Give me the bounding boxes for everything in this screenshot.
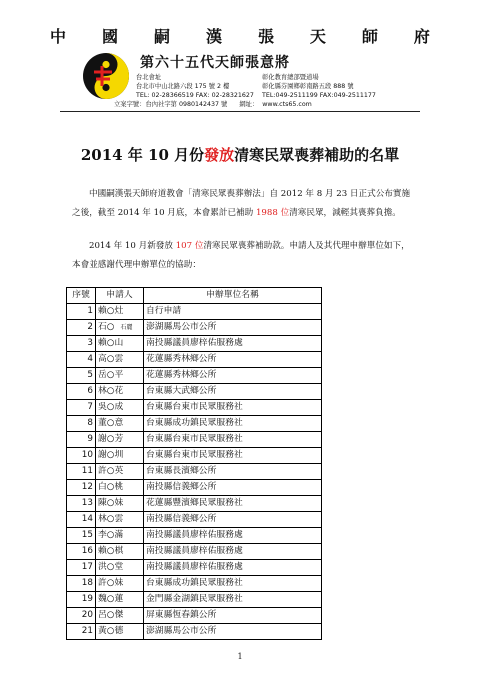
applicant-name: 魏○蓮	[98, 594, 124, 604]
table-row	[67, 496, 322, 512]
applicant-cell	[96, 512, 144, 528]
table-row	[67, 368, 322, 384]
row-number: 8	[67, 416, 96, 432]
applicant-name: 賴○灶	[98, 306, 124, 316]
title-part: 清寒民眾喪葬補助的名單	[234, 146, 400, 164]
address-line: 台北市中山北路六段 175 號 2 樓	[136, 83, 230, 90]
row-number: 2	[67, 320, 96, 336]
applicant-name: 洪○堂	[98, 562, 124, 572]
column-header-number: 序號	[67, 288, 96, 304]
applicant-cell	[96, 400, 144, 416]
row-number: 12	[67, 480, 96, 496]
applicant-name: 呂○傑	[98, 610, 124, 620]
monthly-count: 107 位	[175, 241, 204, 251]
address-line: 彰化縣芬園鄉彰南路五段 888 號	[262, 83, 354, 90]
table-row	[67, 480, 322, 496]
applicant-name: 賴○山	[98, 338, 124, 348]
website-link[interactable]: www.cts65.com	[262, 101, 312, 108]
row-number: 10	[67, 448, 96, 464]
applicant-name: 黃○德	[98, 626, 124, 636]
table-row	[67, 384, 322, 400]
applicant-cell	[96, 576, 144, 592]
table-row	[67, 560, 322, 576]
table-row	[67, 352, 322, 368]
title-part: 2014 年 10 月份	[80, 146, 205, 164]
cumulative-count: 1988 位	[255, 207, 290, 218]
org-char: 府	[413, 27, 430, 46]
unit-cell: 澎湖縣馬公市公所	[144, 624, 322, 640]
applicant-cell	[96, 608, 144, 624]
applicant-name: 賴○棋	[98, 546, 124, 556]
website-label: 網址：	[239, 101, 259, 108]
unit-cell: 台東縣台東市民眾服務社	[144, 400, 322, 416]
column-header-applicant: 申請人	[96, 288, 144, 304]
table-header-row	[67, 288, 322, 304]
unit-cell: 金門縣金湖鎮民眾服務社	[144, 592, 322, 608]
applicant-name: 謝○芳	[98, 434, 124, 444]
applicant-cell	[96, 320, 144, 336]
row-number: 18	[67, 576, 96, 592]
row-number: 3	[67, 336, 96, 352]
row-number: 14	[67, 512, 96, 528]
org-char: 中	[50, 27, 67, 46]
unit-cell: 南投縣信義鄉公所	[144, 512, 322, 528]
page-number: 1	[237, 652, 243, 661]
applicant-cell	[96, 352, 144, 368]
row-number: 11	[67, 464, 96, 480]
document-title	[0, 144, 480, 165]
changhua-address-block	[262, 73, 376, 100]
table-row	[67, 624, 322, 640]
table-row	[67, 464, 322, 480]
organization-title	[50, 24, 430, 47]
table-row	[67, 448, 322, 464]
applicant-cell	[96, 368, 144, 384]
unit-cell: 南投縣議員廖梓佑服務處	[144, 336, 322, 352]
row-number: 21	[67, 624, 96, 640]
applicant-cell	[96, 432, 144, 448]
row-number: 20	[67, 608, 96, 624]
unit-cell: 屏東縣恆春鎮公所	[144, 608, 322, 624]
applicant-cell	[96, 592, 144, 608]
org-char: 天	[309, 27, 326, 46]
applicant-name: 白○桃	[98, 482, 124, 492]
paragraph-text: 清寒民眾喪葬補助款。申請人及其代理申辦單位如下，本會並感謝代理申辦單位的協助：	[72, 241, 410, 270]
applicant-name: 林○雲	[98, 514, 124, 524]
row-number: 19	[67, 592, 96, 608]
applicant-name: 李○滿	[98, 530, 124, 540]
unit-cell: 台東縣長濱鄉公所	[144, 464, 322, 480]
applicant-cell	[96, 560, 144, 576]
unit-cell: 澎湖縣馬公市公所	[144, 320, 322, 336]
address-line: 台北會址	[136, 74, 162, 81]
taipei-address-block	[136, 73, 254, 100]
table-row	[67, 512, 322, 528]
applicant-cell	[96, 464, 144, 480]
unit-cell: 台東縣成功鎮民眾服務社	[144, 576, 322, 592]
row-number: 13	[67, 496, 96, 512]
applicant-name: 吳○成	[98, 402, 124, 412]
applicant-name: 董○意	[98, 418, 124, 428]
applicant-cell	[96, 544, 144, 560]
applicant-cell	[96, 528, 144, 544]
address-line: TEL:049-2511199 FAX:049-2511177	[262, 92, 376, 99]
table-row	[67, 592, 322, 608]
row-number: 17	[67, 560, 96, 576]
applicant-name: 高○雲	[98, 354, 124, 364]
header-divider	[60, 111, 420, 112]
title-highlight: 發放	[204, 146, 235, 164]
org-char: 漢	[205, 27, 222, 46]
applicant-name: 石○	[98, 322, 115, 332]
intro-paragraph	[72, 185, 412, 222]
recipient-table	[66, 287, 322, 640]
row-number: 9	[67, 432, 96, 448]
applicant-name: 許○妹	[98, 578, 124, 588]
table-row	[67, 544, 322, 560]
row-number: 7	[67, 400, 96, 416]
paragraph-text: 清寒民眾，減輕其喪葬負擔。	[289, 207, 401, 218]
applicant-name: 謝○圳	[98, 450, 124, 460]
applicant-cell	[96, 480, 144, 496]
table-row	[67, 416, 322, 432]
applicant-name: 林○花	[98, 386, 124, 396]
row-number: 4	[67, 352, 96, 368]
applicant-cell	[96, 336, 144, 352]
unit-cell: 台東縣成功鎮民眾服務社	[144, 416, 322, 432]
master-title: 第六十五代天師張意將	[140, 55, 290, 71]
applicant-cell	[96, 304, 144, 320]
applicant-name: 岳○平	[98, 370, 124, 380]
unit-cell: 花蓮縣秀林鄉公所	[144, 352, 322, 368]
address-line: TEL: 02-28366519 FAX: 02-28321627	[136, 92, 254, 99]
applicant-cell	[96, 416, 144, 432]
table-row	[67, 400, 322, 416]
table-row	[67, 432, 322, 448]
row-number: 5	[67, 368, 96, 384]
unit-cell: 南投縣議員廖梓佑服務處	[144, 544, 322, 560]
unit-cell: 南投縣議員廖梓佑服務處	[144, 528, 322, 544]
registration-number: 立案字號：台內社字第 0980142437 號	[114, 101, 228, 108]
monthly-paragraph	[72, 237, 412, 274]
table-row	[67, 320, 322, 336]
table-row	[67, 336, 322, 352]
paragraph-text: 2014 年 10 月新發放	[89, 241, 176, 251]
applicant-name: 陳○妹	[98, 498, 124, 508]
taiji-logo-icon	[82, 52, 130, 100]
table-row	[67, 304, 322, 320]
unit-cell: 南投縣信義鄉公所	[144, 480, 322, 496]
applicant-cell	[96, 448, 144, 464]
unit-cell: 自行申請	[144, 304, 322, 320]
applicant-cell	[96, 496, 144, 512]
org-char: 張	[257, 27, 274, 46]
row-number: 15	[67, 528, 96, 544]
applicant-name: 許○英	[98, 466, 124, 476]
unit-cell: 南投縣議員廖梓佑服務處	[144, 560, 322, 576]
applicant-cell	[96, 624, 144, 640]
column-header-unit: 申辦單位名稱	[144, 288, 322, 304]
table-row	[67, 608, 322, 624]
unit-cell: 台東縣台東市民眾服務社	[144, 432, 322, 448]
row-number: 16	[67, 544, 96, 560]
applicant-cell	[96, 384, 144, 400]
address-line: 彰化教育總部暨道場	[262, 74, 319, 81]
org-char: 師	[361, 27, 378, 46]
unit-cell: 花蓮縣秀林鄉公所	[144, 368, 322, 384]
letterhead	[0, 0, 480, 108]
org-char: 嗣	[153, 27, 170, 46]
unit-cell: 台東縣大武鄉公所	[144, 384, 322, 400]
unit-cell: 台東縣台東市民眾服務社	[144, 448, 322, 464]
applicant-note: 石麗	[120, 324, 133, 331]
row-number: 6	[67, 384, 96, 400]
org-char: 國	[101, 27, 118, 46]
row-number: 1	[67, 304, 96, 320]
paragraph-text: 中國嗣漢張天師府道教會「清寒民眾喪葬辦法」自 2012 年 8 月 23 日正式公布實施之後，截至 2014 年 10 月底，本會累計已補助	[72, 189, 411, 218]
table-row	[67, 528, 322, 544]
unit-cell: 花蓮縣豐濱鄉民眾服務社	[144, 496, 322, 512]
registration-line	[114, 100, 322, 109]
table-row	[67, 576, 322, 592]
